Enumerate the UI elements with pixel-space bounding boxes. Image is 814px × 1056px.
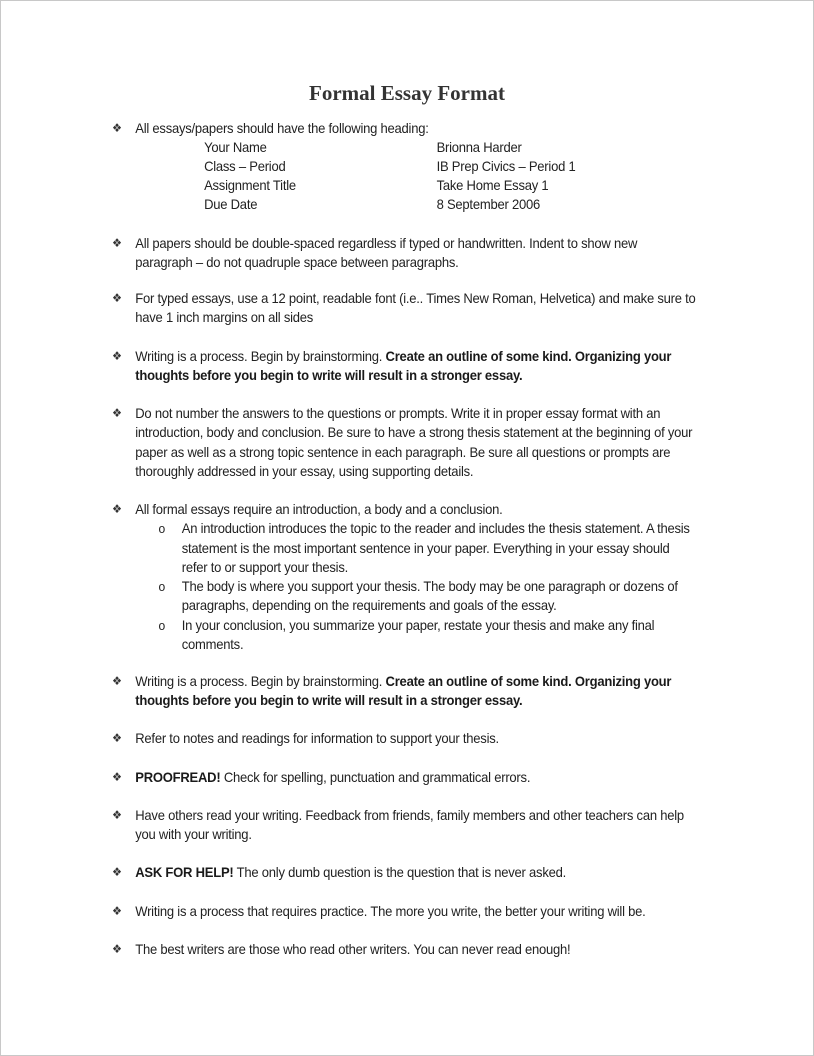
sub-item — [135, 577, 696, 616]
bullet-read-more — [112, 940, 696, 959]
heading-value: Take Home Essay 1 — [436, 177, 549, 194]
sub-item-text: In your conclusion, you summarize your paper, restate your thesis and make any final comments. — [181, 616, 655, 653]
bullet-text-bold: Create an outline of some kind. Organizing your thoughts before you begin to write will result in a stronger essay. — [135, 348, 672, 384]
heading-value: 8 September 2006 — [436, 196, 540, 213]
bullet-text — [135, 672, 696, 711]
bullet-text — [135, 347, 696, 386]
bullet-text: For typed essays, use a 12 point, readable font (i.e.. Times New Roman, Helvetica) and make sure to have 1 inch margins on all sides — [135, 290, 696, 326]
sub-item — [135, 616, 696, 655]
diamond-bullet-icon: ❖ — [112, 808, 122, 822]
bullet-text-plain: The only dumb question is the question that is never asked. — [233, 864, 566, 880]
diamond-bullet-icon: ❖ — [112, 406, 122, 420]
sub-item — [135, 519, 696, 577]
bullet-font — [112, 289, 696, 328]
heading-label: Assignment Title — [204, 177, 296, 194]
bullet-text: Have others read your writing. Feedback from friends, family members and other teachers can help you with your writing. — [135, 807, 684, 843]
circle-bullet-icon: o — [158, 579, 165, 595]
heading-value: IB Prep Civics – Period 1 — [436, 158, 576, 175]
bullet-text: All papers should be double-spaced regardless if typed or handwritten. Indent to show new paragraph – do not quadruple space between paragraphs. — [135, 235, 638, 271]
bullet-text-plain: Writing is a process. Begin by brainstorming. — [135, 348, 386, 364]
heading-label: Class – Period — [204, 158, 286, 175]
bullet-ask-for-help — [112, 863, 696, 882]
diamond-bullet-icon: ❖ — [112, 502, 122, 516]
heading-table — [135, 138, 696, 216]
bullet-process-repeat — [112, 672, 696, 711]
heading-label: Your Name — [204, 139, 267, 156]
bullet-text-bold: ASK FOR HELP! — [135, 864, 234, 880]
heading-intro: All essays/papers should have the following heading: — [135, 120, 429, 136]
bullet-text-plain: Writing is a process. Begin by brainstorming. — [135, 673, 386, 689]
bullet-heading — [112, 119, 696, 216]
bullet-proofread — [112, 768, 696, 787]
page-title: Formal Essay Format — [309, 81, 505, 105]
bullet-no-numbering — [112, 404, 696, 481]
sub-item-text: The body is where you support your thesis. The body may be one paragraph or dozens of paragraphs, depending on the requirements and goals of the essay. — [181, 578, 678, 614]
diamond-bullet-icon: ❖ — [112, 121, 122, 135]
circle-bullet-icon: o — [158, 617, 165, 633]
bullet-notes — [112, 729, 696, 748]
bullet-text: Do not number the answers to the questions or prompts. Write it in proper essay format with an introduction, body and conclusion. Be sure to have a strong thesis statement at the beginning of your paper as well as a strong topic sentence in each paragraph. Be sure all questions or prompts are thoroughly addressed in your essay, using supporting details. — [135, 405, 693, 479]
bullet-process — [112, 347, 696, 386]
bullet-feedback — [112, 806, 696, 845]
bullet-structure — [112, 500, 696, 654]
bullet-text-plain: Check for spelling, punctuation and grammatical errors. — [220, 769, 531, 785]
diamond-bullet-icon: ❖ — [112, 865, 122, 879]
diamond-bullet-icon: ❖ — [112, 942, 122, 956]
bullet-text-bold: Create an outline of some kind. Organizing your thoughts before you begin to write will result in a stronger essay. — [135, 673, 672, 709]
bullet-text: Writing is a process that requires practice. The more you write, the better your writing will be. — [135, 903, 646, 919]
sub-item-text: An introduction introduces the topic to the reader and includes the thesis statement. A thesis statement is the most important sentence in your paper. Everything in your essay should refer to or support your thesis. — [181, 520, 690, 575]
heading-value: Brionna Harder — [436, 139, 522, 156]
bullet-double-spacing — [112, 234, 696, 273]
bullet-text: Refer to notes and readings for information to support your thesis. — [135, 730, 499, 746]
diamond-bullet-icon: ❖ — [112, 236, 122, 250]
bullet-text — [135, 863, 696, 882]
bullet-text — [135, 768, 696, 787]
diamond-bullet-icon: ❖ — [112, 731, 122, 745]
bullet-text: All formal essays require an introduction, a body and a conclusion. — [135, 501, 503, 517]
bullet-text-bold: PROOFREAD! — [135, 769, 221, 785]
heading-label: Due Date — [204, 196, 258, 213]
circle-bullet-icon: o — [158, 521, 165, 537]
bullet-text: The best writers are those who read other writers. You can never read enough! — [135, 941, 571, 957]
diamond-bullet-icon: ❖ — [112, 904, 122, 918]
diamond-bullet-icon: ❖ — [112, 349, 122, 363]
bullet-practice — [112, 902, 696, 921]
diamond-bullet-icon: ❖ — [112, 291, 122, 305]
diamond-bullet-icon: ❖ — [112, 770, 122, 784]
diamond-bullet-icon: ❖ — [112, 674, 122, 688]
